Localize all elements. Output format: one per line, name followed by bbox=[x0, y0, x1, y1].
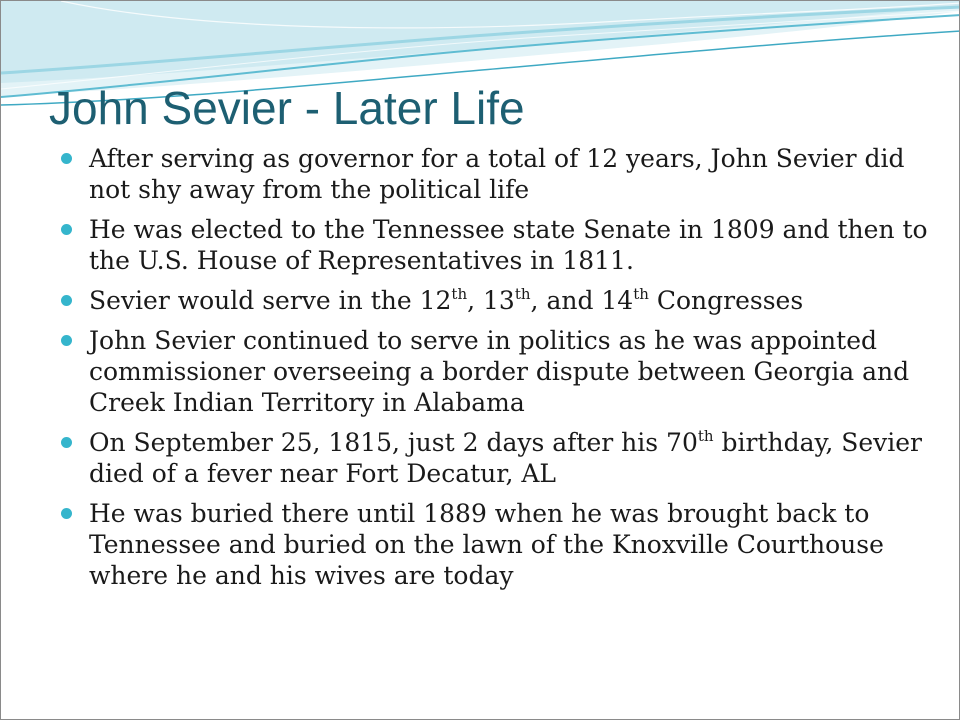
bullet-dot-icon bbox=[61, 295, 72, 306]
bullet-text-part: , and 14 bbox=[530, 286, 634, 315]
bullet-text-part: birthday, Sevier died of a fever near Fort Decatur, AL bbox=[89, 428, 922, 488]
bullet-text-part: Sevier would serve in the 12 bbox=[89, 286, 452, 315]
bullet-list bbox=[61, 143, 941, 600]
bullet-text-part: Congresses bbox=[648, 286, 804, 315]
bullet-dot-icon bbox=[61, 153, 72, 164]
slide-title: John Sevier - Later Life bbox=[49, 82, 525, 134]
bullet-dot-icon bbox=[61, 437, 72, 448]
bullet-text-part: On September 25, 1815, just 2 days after his 70 bbox=[89, 428, 698, 457]
bullet-item bbox=[61, 325, 941, 418]
bullet-dot-icon bbox=[61, 335, 72, 346]
bullet-text: John Sevier continued to serve in politics as he was appointed commissioner overseeing a border dispute between Georgia and Creek Indian Territory in Alabama bbox=[89, 326, 910, 417]
bullet-item bbox=[61, 143, 941, 205]
bullet-item bbox=[61, 498, 941, 591]
bullet-item bbox=[61, 285, 941, 316]
ordinal-superscript: th bbox=[633, 285, 649, 303]
ordinal-superscript: th bbox=[451, 285, 468, 303]
ordinal-superscript: th bbox=[697, 427, 714, 445]
bullet-dot-icon bbox=[61, 508, 72, 519]
bullet-item bbox=[61, 214, 941, 276]
bullet-dot-icon bbox=[61, 224, 72, 235]
ordinal-superscript: th bbox=[514, 285, 531, 303]
bullet-text-part: , 13 bbox=[467, 286, 515, 315]
bullet-text: He was buried there until 1889 when he was brought back to Tennessee and buried on the lawn of the Knoxville Courthouse where he and his wives are today bbox=[89, 499, 884, 590]
bullet-item bbox=[61, 427, 941, 489]
bullet-text: After serving as governor for a total of 12 years, John Sevier did not shy away from the political life bbox=[89, 144, 905, 204]
bullet-text: He was elected to the Tennessee state Senate in 1809 and then to the U.S. House of Representatives in 1811. bbox=[89, 215, 928, 275]
